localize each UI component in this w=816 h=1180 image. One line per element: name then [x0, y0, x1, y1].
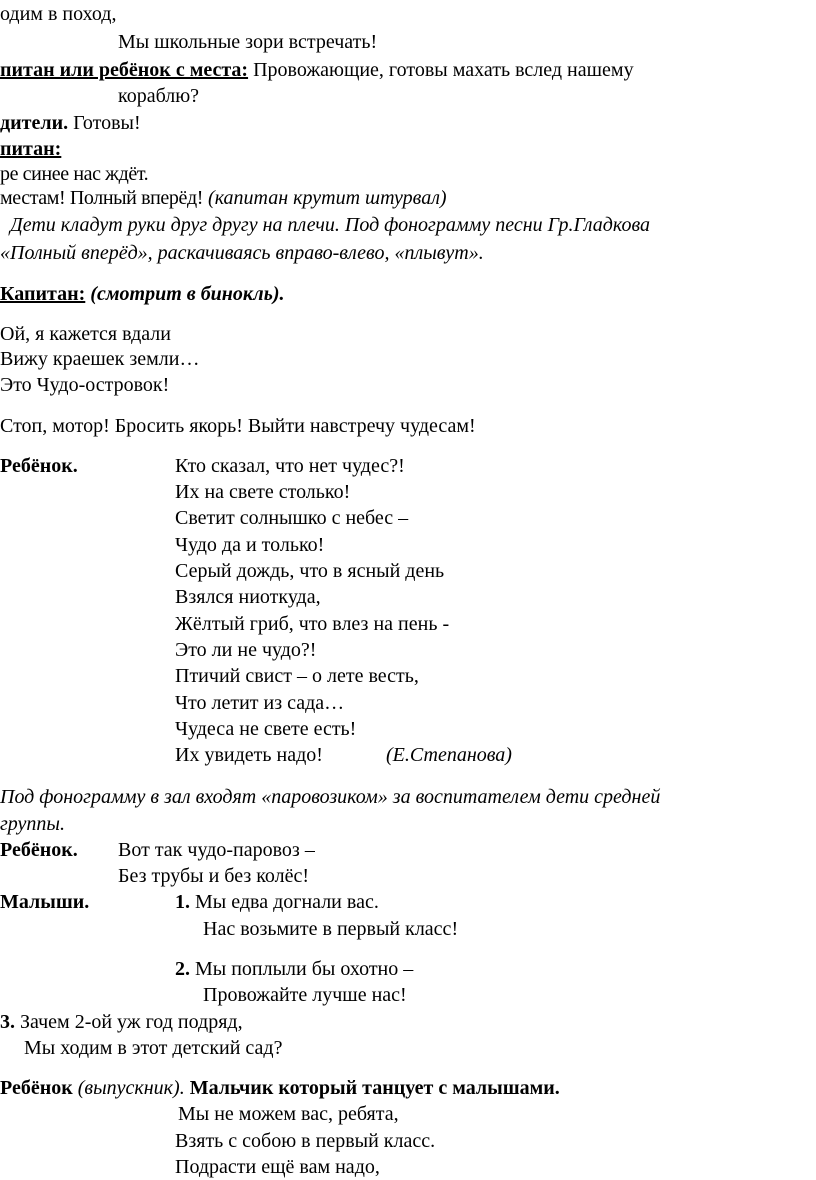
text-line: ре синее нас ждёт. — [0, 163, 149, 185]
speaker-label: питан или ребёнок с места: — [0, 59, 249, 81]
line-text: Зачем 2-ой уж год подряд, — [20, 1011, 243, 1033]
text-line: одим в поход, — [0, 3, 117, 25]
speaker-label: питан: — [0, 138, 62, 160]
speaker-label: Ребёнок. — [0, 455, 78, 477]
poem-line: Их увидеть надо! — [175, 744, 323, 766]
item-number: 1. — [175, 891, 190, 913]
line-text: местам! Полный вперёд! — [0, 187, 204, 209]
poem-line: Что летит из сада… — [175, 692, 345, 714]
poem-author: (Е.Степанова) — [386, 744, 512, 766]
text-line: Подрасти ещё вам надо, — [175, 1156, 380, 1178]
stage-direction: группы. — [0, 813, 65, 835]
text-line: Мы ходим в этот детский сад? — [24, 1037, 283, 1059]
poem-line: Чудо да и только! — [175, 534, 325, 556]
speaker-label: Капитан: — [0, 283, 86, 305]
poem-line: Это ли не чудо?! — [175, 639, 317, 661]
stage-direction: (капитан крутит штурвал) — [208, 187, 447, 209]
poem-line: Взялся ниоткуда, — [175, 586, 321, 608]
text-line — [0, 1076, 560, 1100]
line-text: Провожающие, готовы махать вслед нашему — [253, 59, 634, 81]
poem-line: Их на свете столько! — [175, 481, 351, 503]
text-line — [0, 186, 447, 210]
text-line: Ой, я кажется вдали — [0, 323, 171, 345]
poem-line: Чудеса не свете есть! — [175, 718, 357, 740]
item-number: 2. — [175, 958, 190, 980]
poem-line: Серый дождь, что в ясный день — [175, 560, 445, 582]
stage-direction: «Полный вперёд», раскачиваясь вправо-влево, «плывут». — [0, 242, 484, 264]
stage-direction: (смотрит в бинокль). — [90, 283, 285, 305]
speaker-label: Малыши. — [0, 891, 90, 913]
text-line: Нас возьмите в первый класс! — [203, 918, 459, 940]
poem-line: Птичий свист – о лете весть, — [175, 665, 419, 687]
text-line: Без трубы и без колёс! — [118, 865, 310, 887]
text-line — [0, 282, 285, 306]
line-text: Мальчик который танцует с малышами. — [189, 1077, 560, 1099]
poem-line: Светит солнышко с небес – — [175, 507, 409, 529]
text-line: Вот так чудо-паровоз – — [118, 839, 315, 861]
stage-direction: Дети кладут руки друг другу на плечи. Под фонограмму песни Гр.Гладкова — [10, 214, 651, 236]
item-number: 3. — [0, 1011, 15, 1033]
stage-direction: (выпускник). — [77, 1077, 185, 1099]
text-line — [0, 1010, 243, 1034]
text-line: Вижу краешек земли… — [0, 348, 200, 370]
poem-line: Жёлтый гриб, что влез на пень - — [175, 613, 450, 635]
text-line: Это Чудо-островок! — [0, 374, 170, 396]
line-text: Мы поплыли бы охотно – — [195, 958, 414, 980]
text-line — [175, 890, 379, 914]
line-text: Готовы! — [73, 112, 141, 134]
text-line: Мы не можем вас, ребята, — [178, 1103, 399, 1125]
line-text: Мы едва догнали вас. — [195, 891, 379, 913]
text-line — [0, 111, 141, 135]
text-line: Провожайте лучше нас! — [203, 984, 407, 1006]
text-line — [175, 957, 413, 981]
speaker-label: Ребёнок — [0, 1077, 73, 1099]
speaker-label: Ребёнок. — [0, 839, 78, 861]
stage-direction: Под фонограмму в зал входят «паровозиком» за воспитателем дети средней — [0, 786, 661, 808]
text-line: Мы школьные зори встречать! — [118, 31, 378, 53]
text-line: Взять с собою в первый класс. — [175, 1130, 436, 1152]
text-line: Стоп, мотор! Бросить якорь! Выйти навстречу чудесам! — [0, 415, 476, 437]
text-line: кораблю? — [118, 85, 200, 107]
text-line — [0, 58, 634, 82]
speaker-label: дители. — [0, 112, 69, 134]
poem-line: Кто сказал, что нет чудес?! — [175, 455, 405, 477]
